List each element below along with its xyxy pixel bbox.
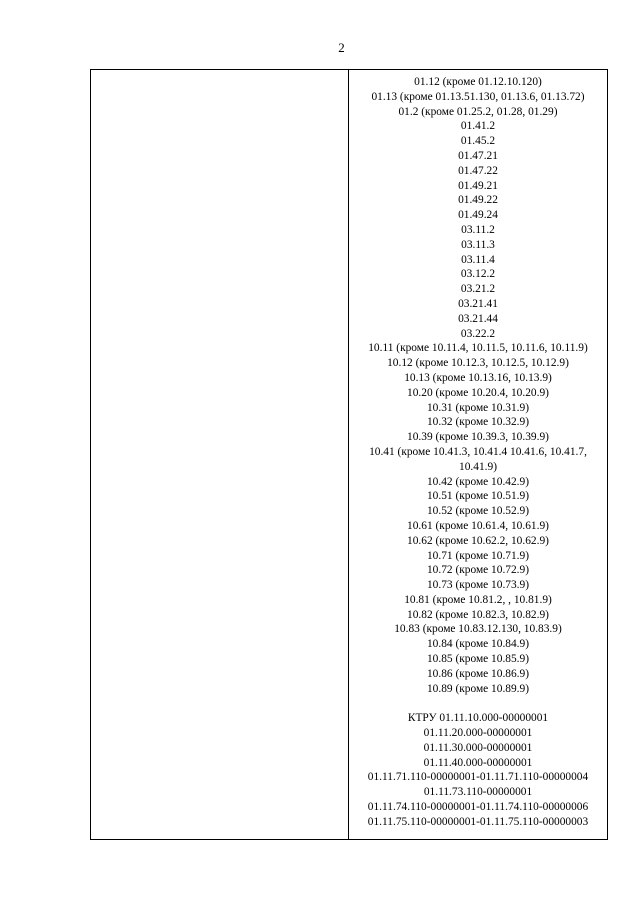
okved-code-line: 10.72 (кроме 10.72.9): [426, 564, 530, 577]
okved-code-line: 10.73 (кроме 10.73.9): [426, 579, 530, 592]
page-number: 2: [338, 40, 345, 55]
codes-table: [90, 69, 608, 840]
left-empty-cell: [91, 70, 349, 840]
okved-code-line: 10.39 (кроме 10.39.3, 10.39.9): [407, 431, 549, 444]
okved-code-line: 01.41.2: [460, 120, 496, 133]
ktru-code-line: 01.11.71.110-00000001-01.11.71.110-00000004: [367, 771, 589, 784]
okved-code-line: 01.49.22: [458, 194, 498, 207]
okved-code-line: 10.82 (кроме 10.82.3, 10.82.9): [407, 608, 549, 621]
okved-code-line: 10.51 (кроме 10.51.9): [426, 490, 530, 503]
okved-code-line: 10.13 (кроме 10.13.16, 10.13.9): [404, 371, 552, 384]
okved-code-line: 10.31 (кроме 10.31.9): [426, 401, 530, 414]
okved-code-line: 10.41 (кроме 10.41.3, 10.41.4 10.41.6, 10.41.7,: [369, 445, 587, 458]
ktru-code-list: [349, 711, 607, 829]
okved-code-line: 10.20 (кроме 10.20.4, 10.20.9): [407, 386, 549, 399]
codes-cell: [349, 70, 608, 840]
okved-code-line: 10.81 (кроме 10.81.2, , 10.81.9): [404, 593, 552, 606]
okved-code-line: 03.12.2: [460, 268, 496, 281]
okved-code-line: 03.11.3: [461, 238, 495, 251]
table-row: [91, 70, 608, 840]
okved-code-line: 10.89 (кроме 10.89.9): [426, 682, 530, 695]
okved-code-line: 01.47.22: [458, 164, 498, 177]
okved-code-line: 10.61 (кроме 10.61.4, 10.61.9): [407, 519, 549, 532]
okved-code-line: 01.47.21: [458, 149, 498, 162]
okved-code-line: 03.21.2: [460, 283, 496, 296]
okved-code-line: 03.22.2: [460, 327, 496, 340]
okved-code-line: 10.83 (кроме 10.83.12.130, 10.83.9): [394, 623, 562, 636]
okved-code-list: [349, 75, 607, 696]
list-spacer: [349, 696, 607, 711]
okved-code-line: 10.52 (кроме 10.52.9): [426, 505, 530, 518]
okved-code-line: 03.21.44: [458, 312, 498, 325]
okved-code-line: 01.12 (кроме 01.12.10.120): [414, 76, 542, 88]
ktru-code-line: КТРУ 01.11.10.000-00000001: [407, 712, 549, 725]
okved-code-line: 01.2 (кроме 01.25.2, 01.28, 01.29): [398, 105, 558, 118]
okved-code-line: 10.86 (кроме 10.86.9): [426, 667, 530, 680]
ktru-code-line: 01.11.30.000-00000001: [423, 741, 533, 754]
okved-code-line: 10.11 (кроме 10.11.4, 10.11.5, 10.11.6, 10.11.9): [368, 342, 588, 355]
ktru-code-line: 01.11.20.000-00000001: [423, 727, 533, 740]
okved-code-line: 10.41.9): [459, 460, 497, 473]
okved-code-line: 01.49.24: [458, 209, 498, 222]
okved-code-line: 03.11.2: [461, 223, 495, 236]
ktru-code-line: 01.11.73.110-00000001: [423, 786, 533, 799]
okved-code-line: 01.45.2: [460, 135, 496, 148]
okved-code-line: 10.12 (кроме 10.12.3, 10.12.5, 10.12.9): [387, 357, 569, 370]
ktru-code-line: 01.11.40.000-00000001: [423, 756, 533, 769]
okved-code-line: 10.32 (кроме 10.32.9): [426, 416, 530, 429]
okved-code-line: 01.13 (кроме 01.13.51.130, 01.13.6, 01.13.72): [371, 90, 585, 103]
okved-code-line: 10.62 (кроме 10.62.2, 10.62.9): [407, 534, 549, 547]
okved-code-line: 10.85 (кроме 10.85.9): [426, 653, 530, 666]
okved-code-line: 01.49.21: [458, 179, 498, 192]
ktru-code-line: 01.11.74.110-00000001-01.11.74.110-00000006: [367, 801, 589, 814]
ktru-code-line: 01.11.75.110-00000001-01.11.75.110-00000003: [367, 815, 589, 828]
okved-code-line: 03.11.4: [461, 253, 495, 266]
okved-code-line: 03.21.41: [458, 297, 498, 310]
okved-code-line: 10.84 (кроме 10.84.9): [426, 638, 530, 651]
okved-code-line: 10.42 (кроме 10.42.9): [426, 475, 530, 488]
okved-code-line: 10.71 (кроме 10.71.9): [426, 549, 530, 562]
